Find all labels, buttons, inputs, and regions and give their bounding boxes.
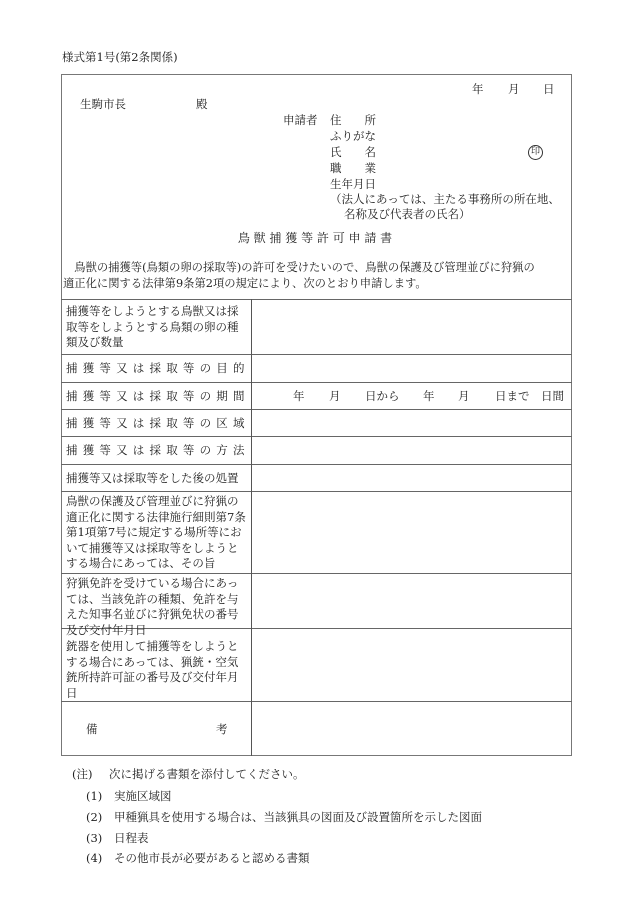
applicant-label: 申請者 <box>283 113 318 127</box>
row-label-hunting-license: 狩猟免許を受けている場合にあっては、当該免許の種類、免許を与えた知事名並びに狩猟免状の番号及び交付年月日 <box>66 576 239 637</box>
row-label-disposal: 捕獲等又は採取等をした後の処置 <box>66 471 239 485</box>
period-to-year: 年 <box>423 389 435 403</box>
applicant-name-label: 氏 名 <box>330 145 376 159</box>
row-label-species: 捕獲等をしようとする鳥獣又は採取等をしようとする鳥類の卵の種類及び数量 <box>66 304 239 349</box>
note-item-text: 甲種猟具を使用する場合は、当該猟具の図面及び設置箇所を示した図面 <box>114 810 482 824</box>
area-field[interactable] <box>253 410 571 436</box>
disposal-field[interactable] <box>253 465 571 491</box>
row-label-restricted-location: 鳥獣の保護及び管理並びに狩猟の適正化に関する法律施行細則第7条第1項第7号に規定する場所等において捕獲等又は採取等をしようとする場合にあっては、その旨 <box>66 494 246 570</box>
addressee-name: 生駒市長 <box>80 97 126 111</box>
period-from-day: 日から <box>365 389 400 403</box>
applicant-address-label: 住 所 <box>330 113 376 127</box>
period-field[interactable] <box>253 383 571 409</box>
note-item-number: (2) <box>86 810 103 824</box>
addressee-honorific: 殿 <box>196 97 208 111</box>
note-item-number: (3) <box>86 831 103 845</box>
row-label-area: 捕獲等又は採取等の区域 <box>66 416 250 430</box>
applicant-birthdate-label: 生年月日 <box>330 177 376 191</box>
row-label-period: 捕獲等又は採取等の期間 <box>66 389 250 403</box>
row-label-firearm-permit: 銃器を使用して捕獲等をしようとする場合にあっては、猟銃・空気銃所持許可証の番号及び交付年月日 <box>66 639 239 700</box>
column-divider <box>251 299 252 756</box>
document-title: 鳥 獣 捕 獲 等 許 可 申 請 書 <box>237 231 393 245</box>
restricted-location-field[interactable] <box>253 492 571 573</box>
note-item-text: その他市長が必要があると認める書類 <box>114 851 310 865</box>
period-from-year: 年 <box>293 389 305 403</box>
species-quantity-field[interactable] <box>253 300 571 354</box>
note-item-text: 日程表 <box>114 831 149 845</box>
notes-heading: (注) <box>72 767 93 781</box>
notes-intro: 次に掲げる書類を添付してください。 <box>109 767 305 781</box>
period-from-month: 月 <box>329 389 341 403</box>
row-label-remarks-right: 考 <box>216 722 228 736</box>
firearm-permit-field[interactable] <box>253 629 571 701</box>
seal-mark-text: 印 <box>528 145 543 160</box>
seal-mark-icon <box>528 143 543 160</box>
period-to-day: 日まで <box>495 389 530 403</box>
period-days: 日間 <box>541 389 564 403</box>
date-year-label: 年 <box>472 82 484 96</box>
purpose-field[interactable] <box>253 355 571 382</box>
applicant-corporate-note-1: （法人にあっては、主たる事務所の所在地、 <box>330 192 560 206</box>
row-label-method: 捕獲等又は採取等の方法 <box>66 443 250 457</box>
period-to-month: 月 <box>458 389 470 403</box>
row-label-purpose: 捕獲等又は採取等の目的 <box>66 361 250 375</box>
applicant-occupation-label: 職 業 <box>330 161 376 175</box>
intro-line-1: 鳥獣の捕獲等(鳥類の卵の採取等)の許可を受けたいので、鳥獣の保護及び管理並びに狩猟の <box>63 261 535 274</box>
row-label-remarks-left: 備 <box>86 722 98 736</box>
applicant-corporate-note-2: 名称及び代表者の氏名） <box>344 207 471 221</box>
form-number: 様式第1号(第2条関係) <box>62 50 178 64</box>
note-item-number: (1) <box>86 789 103 803</box>
note-item-text: 実施区域図 <box>114 789 172 803</box>
date-month-label: 月 <box>508 82 520 96</box>
method-field[interactable] <box>253 437 571 464</box>
applicant-furigana-label: ふりがな <box>330 129 376 143</box>
hunting-license-field[interactable] <box>253 574 571 628</box>
remarks-field[interactable] <box>253 702 571 756</box>
date-day-label: 日 <box>543 82 555 96</box>
intro-line-2: 適正化に関する法律第9条第2項の規定により、次のとおり申請します。 <box>63 277 427 290</box>
note-item-number: (4) <box>86 851 103 865</box>
